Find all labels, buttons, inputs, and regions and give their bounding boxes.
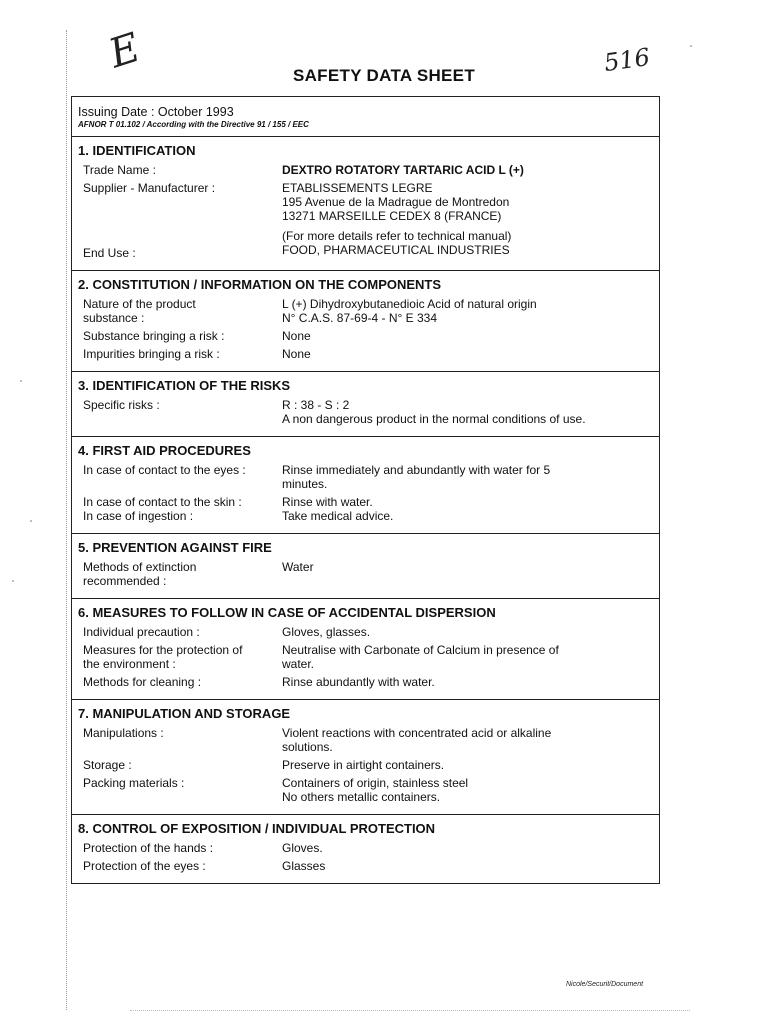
row-value xyxy=(282,398,651,426)
row-value xyxy=(282,297,651,325)
row-value: None xyxy=(282,329,311,343)
row-value: DEXTRO ROTATORY TARTARIC ACID L (+) xyxy=(282,163,524,177)
row-label: In case of contact to the eyes : xyxy=(83,463,246,477)
header-section xyxy=(72,97,659,137)
value-line: A non dangerous product in the normal conditions of use. xyxy=(282,412,586,426)
row-label: Packing materials : xyxy=(83,776,185,790)
row-value: Glasses xyxy=(282,859,326,873)
value-line: Violent reactions with concentrated acid or alkaline xyxy=(282,726,552,740)
label-line: the environment : xyxy=(83,657,176,671)
footer-reference: Nicole/Securit/Document xyxy=(566,981,644,988)
section-accidental-dispersion xyxy=(72,599,659,700)
safety-data-sheet-table xyxy=(71,96,660,884)
scan-speck xyxy=(30,520,32,522)
row-value: Take medical advice. xyxy=(282,509,394,523)
section-title: 7. MANIPULATION AND STORAGE xyxy=(78,706,291,721)
document-title: SAFETY DATA SHEET xyxy=(292,66,476,85)
row-value: Rinse with water. xyxy=(282,495,373,509)
value-line: minutes. xyxy=(282,477,328,491)
row-label: Protection of the eyes : xyxy=(83,859,206,873)
section-risks xyxy=(72,372,659,437)
row-value xyxy=(282,463,651,491)
scan-speck xyxy=(20,380,22,382)
scan-noise-line xyxy=(130,1010,690,1015)
row-label: Impurities bringing a risk : xyxy=(83,347,220,361)
row-specific-risks xyxy=(78,398,651,426)
row-hands-protection xyxy=(78,841,651,855)
row-label: End Use : xyxy=(83,246,136,260)
row-nature xyxy=(78,297,651,325)
row-value xyxy=(282,643,651,671)
row-cleaning xyxy=(78,675,651,689)
row-label: Protection of the hands : xyxy=(83,841,214,855)
row-value: Water xyxy=(282,560,314,574)
supplier-line: 13271 MARSEILLE CEDEX 8 (FRANCE) xyxy=(282,209,502,223)
scan-speck xyxy=(690,45,692,47)
scan-margin-line xyxy=(66,30,67,1010)
row-value: Rinse abundantly with water. xyxy=(282,675,435,689)
value-line: L (+) Dihydroxybutanedioic Acid of natural origin xyxy=(282,297,537,311)
row-label: Individual precaution : xyxy=(83,625,200,639)
row-impurities xyxy=(78,347,651,361)
value-line: N° C.A.S. 87-69-4 - N° E 334 xyxy=(282,311,437,325)
handwritten-letter: E xyxy=(103,24,146,78)
row-value: Preserve in airtight containers. xyxy=(282,758,445,772)
row-value xyxy=(282,726,651,754)
row-label xyxy=(78,297,282,325)
section-title: 1. IDENTIFICATION xyxy=(78,143,196,158)
value-line: No others metallic containers. xyxy=(282,790,441,804)
section-fire-prevention xyxy=(72,534,659,599)
row-eyes-protection xyxy=(78,859,651,873)
row-label xyxy=(78,643,282,671)
row-label: Storage : xyxy=(83,758,132,772)
row-eyes-contact xyxy=(78,463,651,491)
row-extinction xyxy=(78,560,651,588)
row-label xyxy=(78,560,282,588)
afnor-reference: AFNOR T 01.102 / According with the Directive 91 / 155 / EEC xyxy=(78,120,309,129)
label-line: recommended : xyxy=(83,574,167,588)
row-manipulations xyxy=(78,726,651,754)
section-title: 3. IDENTIFICATION OF THE RISKS xyxy=(78,378,291,393)
value-line: solutions. xyxy=(282,740,333,754)
section-identification xyxy=(72,137,659,271)
row-value: Gloves, glasses. xyxy=(282,625,371,639)
section-title: 4. FIRST AID PROCEDURES xyxy=(78,443,251,458)
value-line: Rinse immediately and abundantly with water for 5 xyxy=(282,463,551,477)
row-trade-name xyxy=(78,163,651,177)
row-packing xyxy=(78,776,651,804)
row-value: FOOD, PHARMACEUTICAL INDUSTRIES xyxy=(282,243,510,257)
label-line: Measures for the protection of xyxy=(83,643,243,657)
handwritten-number: 516 xyxy=(602,42,652,78)
row-storage xyxy=(78,758,651,772)
row-label: Methods for cleaning : xyxy=(83,675,202,689)
row-value xyxy=(282,776,651,804)
value-line: R : 38 - S : 2 xyxy=(282,398,350,412)
row-value xyxy=(282,181,651,243)
section-title: 5. PREVENTION AGAINST FIRE xyxy=(78,540,272,555)
row-label: Substance bringing a risk : xyxy=(83,329,225,343)
section-title: 6. MEASURES TO FOLLOW IN CASE OF ACCIDENTAL DISPERSION xyxy=(78,605,496,620)
scan-speck xyxy=(12,580,14,582)
row-value: None xyxy=(282,347,311,361)
row-substance-risk xyxy=(78,329,651,343)
row-label: Supplier - Manufacturer : xyxy=(83,181,216,195)
issuing-date: Issuing Date : October 1993 xyxy=(78,105,234,119)
section-first-aid xyxy=(72,437,659,534)
label-line: Methods of extinction xyxy=(83,560,197,574)
section-manipulation-storage xyxy=(72,700,659,815)
label-line: substance : xyxy=(83,311,145,325)
value-line: Neutralise with Carbonate of Calcium in presence of xyxy=(282,643,559,657)
row-label: In case of contact to the skin : xyxy=(83,495,242,509)
row-supplier xyxy=(78,181,651,243)
row-skin-contact xyxy=(78,495,651,509)
row-end-use xyxy=(78,243,651,260)
value-line: water. xyxy=(282,657,315,671)
row-label: Manipulations : xyxy=(83,726,164,740)
row-value: Gloves. xyxy=(282,841,323,855)
row-label: In case of ingestion : xyxy=(83,509,194,523)
details-note: (For more details refer to technical manual) xyxy=(282,229,512,243)
supplier-line: 195 Avenue de la Madrague de Montredon xyxy=(282,195,510,209)
supplier-line: ETABLISSEMENTS LEGRE xyxy=(282,181,433,195)
section-title: 8. CONTROL OF EXPOSITION / INDIVIDUAL PROTECTION xyxy=(78,821,436,836)
row-label: Trade Name : xyxy=(83,163,156,177)
label-line: Nature of the product xyxy=(83,297,196,311)
section-constitution xyxy=(72,271,659,372)
value-line: Containers of origin, stainless steel xyxy=(282,776,469,790)
section-title: 2. CONSTITUTION / INFORMATION ON THE COMPONENTS xyxy=(78,277,442,292)
row-ingestion xyxy=(78,509,651,523)
row-label: Specific risks : xyxy=(83,398,160,412)
row-individual-precaution xyxy=(78,625,651,639)
row-environment xyxy=(78,643,651,671)
section-exposure-control xyxy=(72,815,659,883)
